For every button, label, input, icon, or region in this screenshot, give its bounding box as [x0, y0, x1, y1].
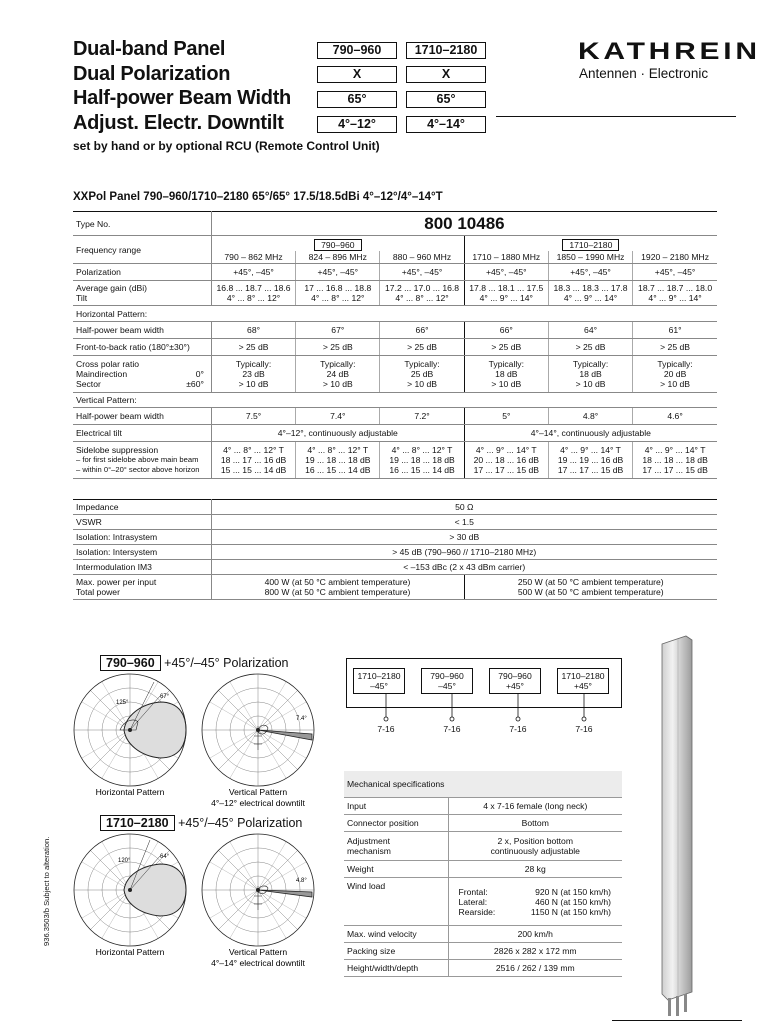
vhpbw-cell: 7.5°	[211, 408, 295, 425]
cp-typ: Typically:	[320, 359, 356, 369]
gain-cell: 18.7 ... 18.7 ... 18.0	[638, 283, 713, 293]
connector-type: 7-16	[443, 724, 461, 734]
high-tilt-caption: 4°–14° electrical downtilt	[211, 958, 305, 968]
title-line-4: Adjust. Electr. Downtilt	[73, 111, 284, 134]
sl-first-label: – for first sidelobe above main beam	[76, 455, 199, 464]
wind-value: 460 N (at 150 km/h)	[535, 896, 612, 907]
sl-sector: 16 ... 15 ... 14 dB	[305, 465, 371, 475]
tilt-cell: 4° ... 9° ... 14°	[563, 293, 618, 303]
ftb-cell: > 25 dB	[548, 339, 632, 356]
type-number: 800 10486	[211, 212, 717, 236]
etilt-low: 4°–12°, continuously adjustable	[211, 425, 464, 442]
band-low-tag: 790–960	[314, 239, 361, 251]
mech-label: Packing size	[344, 943, 448, 960]
vhpbw-cell: 5°	[464, 408, 548, 425]
sl-sector: 15 ... 15 ... 14 dB	[220, 465, 287, 475]
high-vert-caption: Vertical Pattern	[228, 947, 288, 957]
pol-label: Polarization	[73, 264, 211, 281]
connector-box	[421, 668, 473, 694]
mech-value: 2516 / 262 / 139 mm	[448, 960, 622, 977]
mech-value: 2 x, Position bottom	[497, 836, 573, 846]
vhpbw-cell: 4.6°	[633, 408, 717, 425]
high-h-angle-2: 64°	[160, 854, 170, 860]
connector-band: 1710–2180	[561, 671, 605, 681]
high-h-angle-1: 120°	[118, 858, 131, 864]
cp-main: 25 dB	[410, 369, 434, 379]
header-rule	[496, 116, 736, 117]
gain-cell: 18.3 ... 18.3 ... 17.8	[553, 283, 628, 293]
spec2-value: 50 Ω	[211, 500, 717, 515]
tilt-cell: 4° ... 8° ... 12°	[226, 293, 281, 303]
mech-label: mechanism	[347, 846, 391, 856]
spec2-value: < –153 dBc (2 x 43 dBm carrier)	[211, 560, 717, 575]
pol-cell: +45°, –45°	[380, 264, 464, 281]
sl-sector-label: – within 0°–20° sector above horizon	[76, 465, 200, 474]
cp-typ: Typically:	[488, 359, 524, 369]
sl-first: 19 ... 18 ... 18 dB	[305, 455, 371, 465]
cp-sector: > 10 dB	[491, 379, 522, 389]
low-h-angle-1: 125°	[116, 700, 129, 706]
high-band-box: 1710–2180	[100, 815, 175, 831]
mech-value: 28 kg	[448, 861, 622, 878]
connector-pol: –45°	[438, 681, 456, 691]
mech-label: Adjustment	[347, 836, 390, 846]
type-label: Type No.	[73, 212, 211, 236]
total-power-low: 800 W (at 50 °C ambient temperature)	[264, 587, 411, 597]
hpbw-cell: 66°	[464, 322, 548, 339]
mech-value: 4 x 7-16 female (long neck)	[448, 798, 622, 815]
freq-cell: 880 – 960 MHz	[380, 251, 464, 264]
cp-main-angle: 0°	[195, 369, 204, 379]
freq-label: Frequency range	[73, 236, 211, 264]
vertical-section-label: Vertical Pattern:	[73, 393, 717, 408]
mech-label: Max. wind velocity	[344, 926, 448, 943]
tilt-cell: 4° ... 9° ... 14°	[648, 293, 702, 303]
tilt-label: Tilt	[76, 293, 88, 303]
gain-cell: 16.8 ... 18.7 ... 18.6	[216, 283, 291, 293]
hpbw-label: Half-power beam width	[73, 322, 211, 339]
mech-label: Input	[344, 798, 448, 815]
product-title: XXPol Panel 790–960/1710–2180 65°/65° 17.5/18.5dBi 4°–12°/4°–14°T	[73, 191, 443, 203]
tilt-cell: 4° ... 9° ... 14°	[479, 293, 533, 303]
vhpbw-label: Half-power beam width	[73, 408, 211, 425]
footer-rule	[612, 1020, 742, 1021]
band-high-tag: 1710–2180	[562, 239, 619, 251]
subtitle: set by hand or by optional RCU (Remote Control Unit)	[73, 139, 380, 153]
cp-sector: > 10 dB	[660, 379, 691, 389]
cp-sector-label: Sector	[76, 379, 101, 389]
connector-type: 7-16	[509, 724, 527, 734]
vhpbw-cell: 4.8°	[548, 408, 632, 425]
header-titles	[73, 37, 291, 135]
ftb-cell: > 25 dB	[380, 339, 464, 356]
connector-box	[353, 668, 405, 694]
gain-cell: 17.2 ... 17.0 ... 16.8	[385, 283, 460, 293]
kathrein-logo: KATHREIN	[578, 38, 761, 65]
sl-tilt: 4° ... 9° ... 14° T	[560, 445, 621, 455]
connector-type: 7-16	[377, 724, 395, 734]
mech-value: Bottom	[448, 815, 622, 832]
pol-cell: +45°, –45°	[633, 264, 717, 281]
connector-pol: –45°	[370, 681, 388, 691]
spec2-label: VSWR	[73, 515, 211, 530]
mech-label: Connector position	[344, 815, 448, 832]
spec2-value: > 45 dB (790–960 // 1710–2180 MHz)	[211, 545, 717, 560]
hpbw-cell: 61°	[633, 322, 717, 339]
pol-low-box: X	[317, 66, 397, 83]
total-power-label: Total power	[76, 587, 120, 597]
beam-low-box: 65°	[317, 91, 397, 108]
mech-label: Height/width/depth	[344, 960, 448, 977]
cp-sector: > 10 dB	[322, 379, 353, 389]
etilt-high: 4°–14°, continuously adjustable	[464, 425, 717, 442]
high-horiz-caption: Horizontal Pattern	[95, 947, 165, 957]
cp-main: 18 dB	[579, 369, 602, 379]
cp-typ: Typically:	[404, 359, 440, 369]
sl-sector: 17 ... 17 ... 15 dB	[557, 465, 624, 475]
low-band-pattern-title	[100, 655, 288, 671]
ftb-label: Front-to-back ratio (180°±30°)	[73, 339, 211, 356]
sl-tilt: 4° ... 9° ... 14° T	[644, 445, 706, 455]
mech-label: Wind load	[344, 878, 448, 926]
cp-main: 23 dB	[242, 369, 265, 379]
wind-value: 920 N (at 150 km/h)	[535, 886, 612, 897]
cp-sector-angle: ±60°	[186, 379, 204, 389]
beam-high-box: 65°	[406, 91, 486, 108]
sl-first: 20 ... 18 ... 16 dB	[473, 455, 540, 465]
power-label: Max. power per input	[76, 577, 157, 587]
sl-first: 18 ... 18 ... 18 dB	[642, 455, 708, 465]
sl-tilt: 4° ... 8° ... 12° T	[223, 445, 284, 455]
spec2-value: > 30 dB	[211, 530, 717, 545]
wind-key: Rearside:	[458, 906, 496, 917]
horizontal-section-label: Horizontal Pattern:	[73, 306, 717, 322]
sl-sector: 17 ... 17 ... 15 dB	[642, 465, 708, 475]
cp-main-label: Maindirection	[76, 369, 128, 379]
spec2-label: Impedance	[73, 500, 211, 515]
total-power-high: 500 W (at 50 °C ambient temperature)	[517, 587, 664, 597]
gain-label: Average gain (dBi)	[76, 283, 148, 293]
power-high: 250 W (at 50 °C ambient temperature)	[517, 577, 664, 587]
electrical-spec-table	[73, 211, 717, 479]
sl-sector: 16 ... 15 ... 14 dB	[389, 465, 455, 475]
hpbw-cell: 67°	[296, 322, 380, 339]
sl-label: Sidelobe suppression	[76, 445, 159, 455]
tilt-cell: 4° ... 8° ... 12°	[311, 293, 365, 303]
general-spec-table	[73, 499, 717, 600]
cp-main: 18 dB	[495, 369, 518, 379]
spec2-label: Intermodulation IM3	[73, 560, 211, 575]
connector-leads	[346, 693, 626, 723]
wind-key: Lateral:	[458, 896, 488, 907]
low-band-box: 790–960	[100, 655, 161, 671]
low-vertical-pattern	[202, 674, 314, 786]
power-low: 400 W (at 50 °C ambient temperature)	[264, 577, 411, 587]
side-note: 936.3503/b Subject to alteration.	[42, 836, 51, 946]
mech-value: 200 km/h	[448, 926, 622, 943]
freq-cell: 1920 – 2180 MHz	[633, 251, 717, 264]
title-line-3: Half-power Beam Width	[73, 87, 291, 109]
sl-tilt: 4° ... 8° ... 12° T	[307, 445, 369, 455]
cp-sector: > 10 dB	[575, 379, 606, 389]
spec2-label: Isolation: Intrasystem	[73, 530, 211, 545]
cp-sector: > 10 dB	[407, 379, 437, 389]
freq-cell: 1710 – 1880 MHz	[464, 251, 548, 264]
ftb-cell: > 25 dB	[633, 339, 717, 356]
sl-first: 19 ... 18 ... 18 dB	[389, 455, 455, 465]
mech-label: Weight	[344, 861, 448, 878]
sl-first: 18 ... 17 ... 16 dB	[220, 455, 287, 465]
connector-pol: +45°	[505, 681, 524, 691]
vhpbw-cell: 7.4°	[296, 408, 380, 425]
connector-band: 1710–2180	[357, 671, 401, 681]
connector-band: 790–960	[498, 671, 532, 681]
sl-sector: 17 ... 17 ... 15 dB	[473, 465, 540, 475]
pol-cell: +45°, –45°	[464, 264, 548, 281]
freq-cell: 1850 – 1990 MHz	[548, 251, 632, 264]
cp-typ: Typically:	[657, 359, 693, 369]
title-line-2: Dual Polarization	[73, 62, 231, 85]
etilt-label: Electrical tilt	[73, 425, 211, 442]
high-pol-text: +45°/–45° Polarization	[178, 816, 303, 830]
tilt-low-box: 4°–12°	[317, 116, 397, 133]
hpbw-cell: 68°	[211, 322, 295, 339]
sl-first: 19 ... 19 ... 16 dB	[557, 455, 624, 465]
wind-value: 1150 N (at 150 km/h)	[530, 906, 612, 917]
low-pol-text: +45°/–45° Polarization	[164, 656, 289, 670]
high-horizontal-pattern	[74, 834, 186, 946]
low-vert-caption: Vertical Pattern	[228, 787, 288, 797]
pol-high-box: X	[406, 66, 486, 83]
freq-cell: 790 – 862 MHz	[211, 251, 295, 264]
ftb-cell: > 25 dB	[464, 339, 548, 356]
gain-cell: 17.8 ... 18.1 ... 17.5	[469, 283, 544, 293]
connector-pol: +45°	[573, 681, 592, 691]
radiation-patterns	[60, 670, 330, 990]
band-low-box: 790–960	[317, 42, 397, 59]
connector-box	[489, 668, 541, 694]
connector-band: 790–960	[430, 671, 464, 681]
wind-key: Frontal:	[458, 886, 488, 897]
sl-tilt: 4° ... 8° ... 12° T	[391, 445, 453, 455]
pol-cell: +45°, –45°	[296, 264, 380, 281]
cp-typ: Typically:	[235, 359, 272, 369]
mech-value: continuously adjustable	[490, 846, 580, 856]
cp-main: 24 dB	[326, 369, 350, 379]
cp-label: Cross polar ratio	[76, 359, 140, 369]
mechanical-spec-table	[344, 771, 622, 977]
spec2-label: Isolation: Intersystem	[73, 545, 211, 560]
cp-sector: > 10 dB	[238, 379, 269, 389]
connector-box	[557, 668, 609, 694]
ftb-cell: > 25 dB	[296, 339, 380, 356]
high-v-angle: 4.8°	[296, 878, 307, 884]
low-h-angle-2: 67°	[160, 694, 170, 700]
logo-subtitle: Antennen · Electronic	[579, 66, 709, 81]
low-tilt-caption: 4°–12° electrical downtilt	[211, 798, 305, 808]
tilt-cell: 4° ... 8° ... 12°	[395, 293, 449, 303]
pol-cell: +45°, –45°	[548, 264, 632, 281]
low-horiz-caption: Horizontal Pattern	[95, 787, 165, 797]
gain-cell: 17 ... 16.8 ... 18.8	[304, 283, 372, 293]
hpbw-cell: 66°	[380, 322, 464, 339]
hpbw-cell: 64°	[548, 322, 632, 339]
cp-typ: Typically:	[572, 359, 609, 369]
sl-tilt: 4° ... 9° ... 14° T	[475, 445, 537, 455]
title-line-1: Dual-band Panel	[73, 38, 226, 60]
low-v-angle: 7.4°	[296, 716, 307, 722]
tilt-high-box: 4°–14°	[406, 116, 486, 133]
spec2-value: < 1.5	[211, 515, 717, 530]
connector-type: 7-16	[575, 724, 593, 734]
mech-value: 2826 x 282 x 172 mm	[448, 943, 622, 960]
high-vertical-pattern	[202, 834, 314, 946]
cp-main: 20 dB	[663, 369, 687, 379]
low-horizontal-pattern	[74, 674, 186, 786]
mech-title: Mechanical specifications	[344, 771, 622, 798]
ftb-cell: > 25 dB	[211, 339, 295, 356]
freq-cell: 824 – 896 MHz	[296, 251, 380, 264]
antenna-illustration	[648, 632, 708, 1024]
pol-cell: +45°, –45°	[211, 264, 295, 281]
vhpbw-cell: 7.2°	[380, 408, 464, 425]
band-high-box: 1710–2180	[406, 42, 486, 59]
